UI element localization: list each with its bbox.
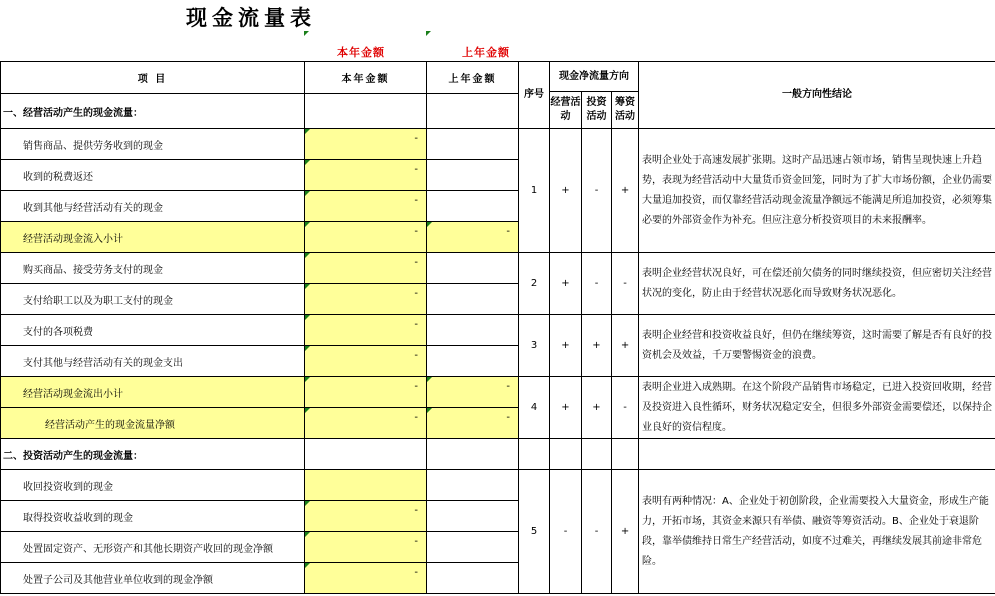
current-year-cell[interactable]: [305, 191, 427, 222]
cell-comment-marker: [305, 346, 310, 351]
financing-value: -: [623, 278, 627, 289]
current-year-cell[interactable]: [305, 377, 427, 408]
operating-cell[interactable]: [550, 439, 582, 470]
operating-cell[interactable]: [550, 129, 582, 253]
investing-value: -: [594, 278, 599, 289]
previous-year-cell[interactable]: [427, 470, 519, 501]
row-label-cell[interactable]: [1, 284, 305, 315]
previous-year-cell[interactable]: [427, 377, 519, 408]
current-year-cell[interactable]: [305, 408, 427, 439]
investing-cell[interactable]: [582, 315, 612, 377]
row-label: 支付给职工以及为职工支付的现金: [23, 295, 173, 307]
current-year-cell[interactable]: [305, 253, 427, 284]
previous-year-cell[interactable]: [427, 439, 519, 470]
investing-cell[interactable]: [582, 439, 612, 470]
cell-comment-marker: [304, 31, 309, 36]
current-year-cell[interactable]: [305, 315, 427, 346]
financing-cell[interactable]: [612, 253, 639, 315]
seq-cell[interactable]: [519, 470, 550, 594]
current-year-value: -: [414, 350, 418, 361]
current-year-value: -: [414, 288, 418, 299]
previous-year-cell[interactable]: [427, 191, 519, 222]
current-year-value: -: [414, 381, 418, 392]
cell-comment-marker: [305, 377, 310, 382]
previous-year-cell[interactable]: [427, 501, 519, 532]
financing-cell[interactable]: [612, 377, 639, 439]
header-investing[interactable]: [582, 92, 612, 129]
conclusion-text: 表明企业进入成熟期。在这个阶段产品销售市场稳定，已进入投资回收期，经营及投资进入良性循环，财务状况稳定安全，但很多外部资金需要偿还，以保持企业良好的资信程度。: [642, 381, 993, 433]
investing-cell[interactable]: [582, 470, 612, 594]
operating-cell[interactable]: [550, 315, 582, 377]
cell-comment-marker: [305, 315, 310, 320]
cell-comment-marker: [427, 377, 432, 382]
previous-year-value: -: [506, 381, 510, 392]
conclusion-cell[interactable]: [639, 439, 995, 470]
cell-comment-marker: [305, 129, 310, 134]
financing-value: +: [620, 185, 630, 196]
operating-value: +: [561, 278, 570, 289]
previous-year-label: 上年金额: [462, 46, 510, 59]
row-label: 支付其他与经营活动有关的现金支出: [23, 357, 183, 369]
financing-cell[interactable]: [612, 315, 639, 377]
financing-value: -: [623, 402, 627, 413]
cell-comment-marker: [305, 160, 310, 165]
row-label-cell[interactable]: [1, 222, 305, 253]
row-label-cell[interactable]: [1, 129, 305, 160]
header-seq[interactable]: 序号: [519, 62, 550, 129]
header-previous-year[interactable]: 上年金额: [427, 62, 519, 94]
table-row: [1, 470, 995, 501]
current-year-cell[interactable]: [305, 501, 427, 532]
row-label: 支付的各项税费: [23, 326, 93, 338]
conclusion-text: 表明企业经营状况良好，可在偿还前欠债务的同时继续投资，但应密切关注经营状况的变化，防止由于经营状况恶化而导致财务状况恶化。: [642, 267, 993, 299]
row-label-cell[interactable]: [1, 377, 305, 408]
current-year-value: -: [414, 226, 418, 237]
operating-cell[interactable]: [550, 377, 582, 439]
financing-value: +: [620, 526, 630, 537]
operating-value: -: [563, 526, 568, 537]
current-year-cell[interactable]: [305, 346, 427, 377]
sheet-title: 现金流量表: [186, 6, 316, 30]
row-label: 经营活动现金流入小计: [23, 233, 123, 245]
current-year-cell[interactable]: [305, 563, 427, 594]
current-year-value: -: [414, 505, 418, 516]
row-label: 经营活动现金流出小计: [23, 388, 123, 400]
investing-cell[interactable]: [582, 253, 612, 315]
seq-cell[interactable]: [519, 439, 550, 470]
current-year-cell[interactable]: [305, 470, 427, 501]
cell-comment-marker: [305, 284, 310, 289]
previous-year-value: -: [506, 412, 510, 423]
cell-comment-marker: [305, 501, 310, 506]
conclusion-cell[interactable]: [639, 129, 995, 253]
previous-year-cell[interactable]: [427, 94, 519, 129]
table-row: [1, 129, 995, 160]
row-label-cell[interactable]: [1, 470, 305, 501]
financing-cell[interactable]: [612, 470, 639, 594]
table-row: [1, 253, 995, 284]
header-conclusion[interactable]: 一般方向性结论: [639, 62, 995, 129]
header-operating-label: 经营活动: [550, 97, 581, 122]
operating-value: +: [561, 340, 570, 351]
header-financing-label: 筹资活动: [615, 97, 636, 122]
seq-cell[interactable]: [519, 377, 550, 439]
current-year-value: -: [414, 412, 418, 423]
cell-comment-marker: [427, 408, 432, 413]
previous-year-cell[interactable]: [427, 253, 519, 284]
seq-value: 3: [530, 340, 538, 351]
current-year-value: -: [414, 536, 418, 547]
investing-value: +: [592, 340, 601, 351]
row-label: 取得投资收益收到的现金: [23, 512, 133, 524]
row-label: 处置子公司及其他营业单位收到的现金净额: [23, 574, 213, 586]
conclusion-cell[interactable]: [639, 253, 995, 315]
previous-year-cell[interactable]: [427, 408, 519, 439]
row-label-cell[interactable]: [1, 191, 305, 222]
row-label: 处置固定资产、无形资产和其他长期资产收回的现金净额: [23, 543, 273, 555]
seq-cell[interactable]: [519, 315, 550, 377]
seq-value: 5: [530, 526, 538, 537]
current-year-value: -: [414, 319, 418, 330]
seq-value: 4: [530, 402, 538, 413]
row-label-cell[interactable]: [1, 501, 305, 532]
header-item[interactable]: 项 目: [1, 62, 305, 94]
current-year-value: -: [414, 257, 418, 268]
current-year-cell[interactable]: [305, 94, 427, 129]
cell-comment-marker: [427, 222, 432, 227]
cash-flow-table: [0, 61, 995, 594]
current-year-label: 本年金额: [337, 46, 385, 59]
row-label: 购买商品、接受劳务支付的现金: [23, 264, 163, 276]
conclusion-cell[interactable]: [639, 315, 995, 377]
previous-year-cell[interactable]: [427, 222, 519, 253]
cell-comment-marker: [305, 191, 310, 196]
conclusion-text: 表明企业处于高速发展扩张期。这时产品迅速占领市场，销售呈现快速上升趋势，表现为经营活动中大量货币资金回笼，同时为了扩大市场份额，企业仍需要大量追加投资，而仅靠经营活动现金流量净额远不能满足所追加投资，必须筹集必要的外部资金作为补充。但应注意分析投资项目的未来报酬率。: [642, 154, 993, 226]
seq-cell[interactable]: [519, 253, 550, 315]
conclusion-text: 表明有两种情况：A、企业处于初创阶段，企业需要投入大量资金，形成生产能力，开拓市场，其资金来源只有举债、融资等筹资活动。B、企业处于衰退阶段，靠举债维持日常生产经营活动，如度不过难关，再继续发展其前途非常危险。: [642, 495, 989, 567]
cell-comment-marker: [305, 563, 310, 568]
cell-comment-marker: [305, 253, 310, 258]
seq-value: 2: [530, 278, 538, 289]
financing-cell[interactable]: [612, 129, 639, 253]
previous-year-cell[interactable]: [427, 346, 519, 377]
row-label: 经营活动产生的现金流量净额: [45, 419, 175, 431]
previous-year-cell[interactable]: [427, 563, 519, 594]
cell-comment-marker: [305, 222, 310, 227]
cell-comment-marker: [305, 408, 310, 413]
cell-comment-marker: [426, 31, 431, 36]
conclusion-text: 表明企业经营和投资收益良好，但仍在继续筹资，这时需要了解是否有良好的投资机会及效益，千万要警惕资金的浪费。: [642, 329, 993, 361]
current-year-cell[interactable]: [305, 439, 427, 470]
previous-year-cell[interactable]: [427, 315, 519, 346]
current-year-cell[interactable]: [305, 129, 427, 160]
investing-value: +: [592, 402, 601, 413]
financing-value: +: [620, 340, 630, 351]
row-label-cell[interactable]: [1, 532, 305, 563]
table-row: [1, 439, 995, 470]
seq-cell[interactable]: [519, 129, 550, 253]
current-year-value: -: [414, 164, 418, 175]
current-year-cell[interactable]: [305, 222, 427, 253]
previous-year-cell[interactable]: [427, 129, 519, 160]
table-row: [1, 377, 995, 408]
current-year-cell[interactable]: [305, 160, 427, 191]
header-direction[interactable]: 现金净流量方向: [550, 62, 639, 92]
row-label-cell[interactable]: [1, 315, 305, 346]
header-current-year[interactable]: 本年金额: [305, 62, 427, 94]
row-label-cell[interactable]: [1, 253, 305, 284]
header-financing[interactable]: [612, 92, 639, 129]
row-label: 一、经营活动产生的现金流量：: [3, 107, 143, 119]
row-label-cell[interactable]: [1, 439, 305, 470]
row-label: 收回投资收到的现金: [23, 481, 113, 493]
row-label: 销售商品、提供劳务收到的现金: [23, 140, 163, 152]
row-label-cell[interactable]: [1, 408, 305, 439]
header-investing-label: 投资活动: [586, 97, 607, 122]
investing-value: -: [594, 185, 599, 196]
investing-cell[interactable]: [582, 377, 612, 439]
current-year-value: -: [414, 567, 418, 578]
current-year-cell[interactable]: [305, 532, 427, 563]
financing-cell[interactable]: [612, 439, 639, 470]
investing-cell[interactable]: [582, 129, 612, 253]
row-label-cell[interactable]: [1, 160, 305, 191]
previous-year-cell[interactable]: [427, 160, 519, 191]
cell-comment-marker: [305, 532, 310, 537]
previous-year-value: -: [506, 226, 510, 237]
row-label: 收到其他与经营活动有关的现金: [23, 202, 163, 214]
investing-value: -: [594, 526, 599, 537]
operating-cell[interactable]: [550, 470, 582, 594]
seq-value: 1: [530, 185, 538, 196]
table-row: [1, 315, 995, 346]
row-label: 二、投资活动产生的现金流量：: [3, 450, 143, 462]
operating-cell[interactable]: [550, 253, 582, 315]
previous-year-cell[interactable]: [427, 532, 519, 563]
row-label: 收到的税费返还: [23, 171, 93, 183]
row-label-cell[interactable]: [1, 94, 305, 129]
conclusion-cell[interactable]: [639, 377, 995, 439]
operating-value: +: [561, 402, 570, 413]
row-label-cell[interactable]: [1, 563, 305, 594]
current-year-cell[interactable]: [305, 284, 427, 315]
operating-value: +: [561, 185, 570, 196]
previous-year-cell[interactable]: [427, 284, 519, 315]
conclusion-cell[interactable]: [639, 470, 995, 594]
row-label-cell[interactable]: [1, 346, 305, 377]
current-year-value: -: [414, 133, 418, 144]
current-year-value: -: [414, 195, 418, 206]
header-operating[interactable]: [550, 92, 582, 129]
